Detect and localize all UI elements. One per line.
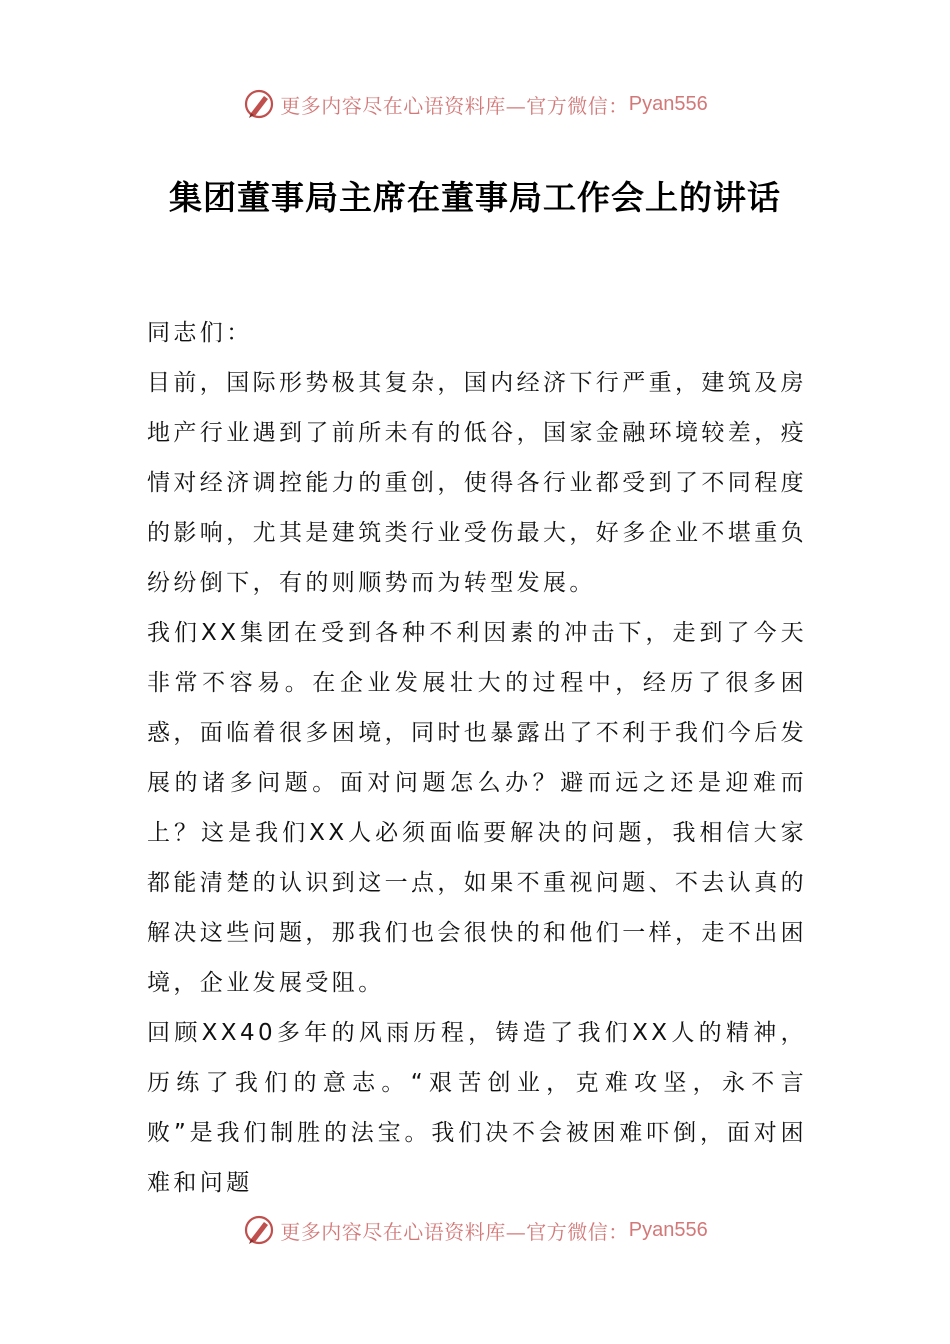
paragraph: 我们XX集团在受到各种不利因素的冲击下，走到了今天非常不容易。在企业发展壮大的过程中，经历了很多困惑，面临着很多困境，同时也暴露出了不利于我们今后发展的诸多问题。面对问题怎么办？避而远之还是迎难而上？这是我们XX人必须面临要解决的问题，我相信大家都能清楚的认识到这一点，如果不重视问题、不去认真的解决这些问题，那我们也会很快的和他们一样，走不出困境，企业发展受阻。 <box>147 620 807 996</box>
footer-watermark <box>0 1210 950 1250</box>
paragraph-greeting: 同志们： <box>147 320 253 346</box>
pen-circle-icon <box>242 1213 276 1247</box>
pen-circle-icon <box>242 87 276 121</box>
watermark-wechat-id: Pyan556 <box>628 1218 708 1241</box>
paragraph: 目前，国际形势极其复杂，国内经济下行严重，建筑及房地产行业遇到了前所未有的低谷，国家金融环境较差，疫情对经济调控能力的重创，使得各行业都受到了不同程度的影响，尤其是建筑类行业受伤最大，好多企业不堪重负纷纷倒下，有的则顺势而为转型发展。 <box>147 370 807 596</box>
watermark-text: 更多内容尽在心语资料库—官方微信： <box>280 93 629 118</box>
header-watermark <box>0 84 950 124</box>
document-body <box>147 308 807 1208</box>
watermark-text: 更多内容尽在心语资料库—官方微信： <box>280 1219 629 1244</box>
watermark-wechat-id: Pyan556 <box>628 92 708 115</box>
paragraph: 回顾XX40多年的风雨历程，铸造了我们XX人的精神，历练了我们的意志。“艰苦创业，克难攻坚，永不言败”是我们制胜的法宝。我们决不会被困难吓倒，面对困难和问题 <box>147 1020 807 1196</box>
document-title: 集团董事局主席在董事局工作会上的讲话 <box>169 178 781 217</box>
